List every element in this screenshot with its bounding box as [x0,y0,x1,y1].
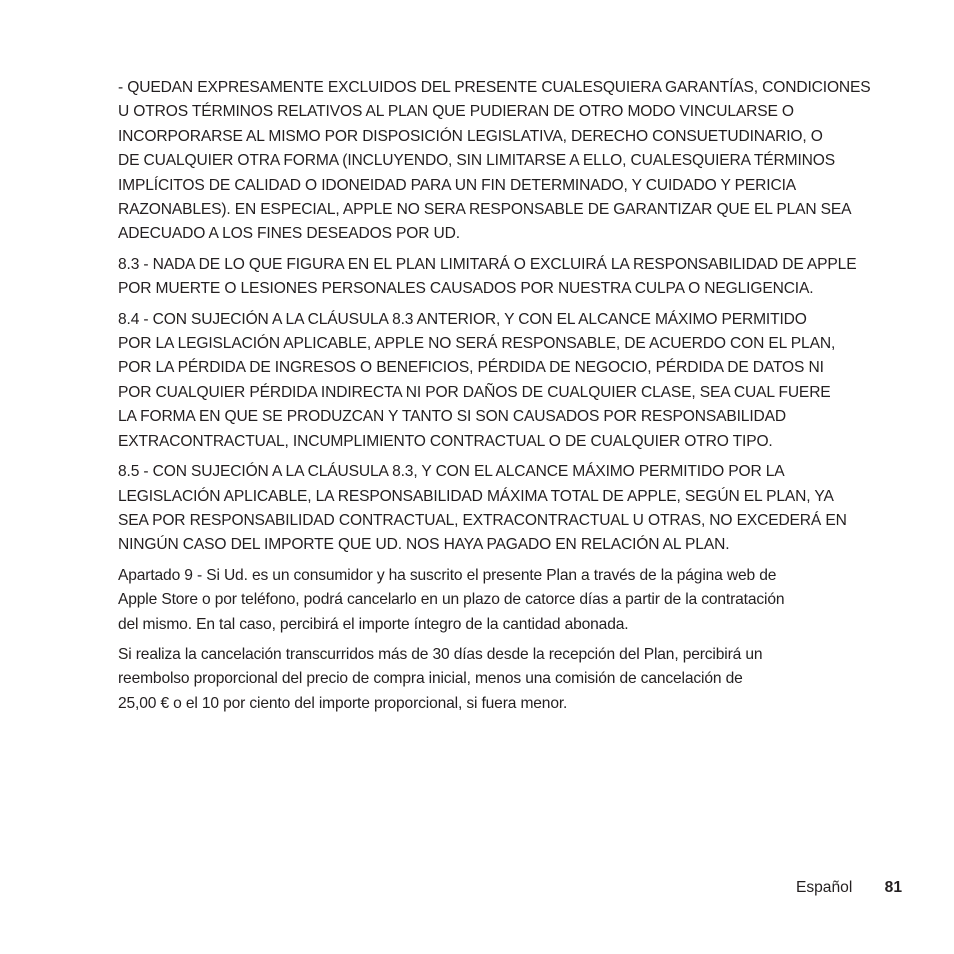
text-line: reembolso proporcional del precio de compra inicial, menos una comisión de cancelación de [118,670,743,688]
paragraph-exclusion-clause [118,76,878,247]
page-number: 81 [884,879,902,896]
text-line: 25,00 € o el 10 por ciento del importe proporcional, si fuera menor. [118,694,568,712]
text-line: LEGISLACIÓN APLICABLE, LA RESPONSABILIDAD MÁXIMA TOTAL DE APPLE, SEGÚN EL PLAN, YA [118,487,834,505]
text-line: Apple Store o por teléfono, podrá cancelarlo en un plazo de catorce días a partir de la contratación [118,591,785,609]
text-line: - QUEDAN EXPRESAMENTE EXCLUIDOS DEL PRESENTE CUALESQUIERA GARANTÍAS, CONDICIONES [118,79,871,96]
text-line: 8.5 - CON SUJECIÓN A LA CLÁUSULA 8.3, Y CON EL ALCANCE MÁXIMO PERMITIDO POR LA [118,463,785,481]
text-line: 8.4 - CON SUJECIÓN A LA CLÁUSULA 8.3 ANTERIOR, Y CON EL ALCANCE MÁXIMO PERMITIDO [118,310,807,328]
text-line: LA FORMA EN QUE SE PRODUZCAN Y TANTO SI SON CAUSADOS POR RESPONSABILIDAD [118,408,786,426]
text-line: Si realiza la cancelación transcurridos más de 30 días desde la recepción del Plan, percibirá un [118,645,763,663]
text-line: POR CUALQUIER PÉRDIDA INDIRECTA NI POR DAÑOS DE CUALQUIER CLASE, SEA CUAL FUERE [118,383,831,401]
text-line: Apartado 9 - Si Ud. es un consumidor y ha suscrito el presente Plan a través de la página web de [118,566,777,584]
paragraph-clause-8-3 [118,253,878,302]
text-line: ADECUADO A LOS FINES DESEADOS POR UD. [118,225,460,243]
text-line: SEA POR RESPONSABILIDAD CONTRACTUAL, EXTRACONTRACTUAL U OTRAS, NO EXCEDERÁ EN [118,511,847,529]
paragraph-section-9 [118,564,878,637]
text-line: U OTROS TÉRMINOS RELATIVOS AL PLAN QUE PUDIERAN DE OTRO MODO VINCULARSE O [118,103,794,121]
text-line: RAZONABLES). EN ESPECIAL, APPLE NO SERA RESPONSABLE DE GARANTIZAR QUE EL PLAN SEA [118,201,852,219]
paragraph-clause-8-4 [118,308,878,454]
page-footer [796,876,902,900]
text-line: POR MUERTE O LESIONES PERSONALES CAUSADOS POR NUESTRA CULPA O NEGLIGENCIA. [118,280,814,298]
text-line: DE CUALQUIER OTRA FORMA (INCLUYENDO, SIN LIMITARSE A ELLO, CUALESQUIERA TÉRMINOS [118,152,836,170]
text-line: POR LA LEGISLACIÓN APLICABLE, APPLE NO SERÁ RESPONSABLE, DE ACUERDO CON EL PLAN, [118,335,836,353]
text-line: IMPLÍCITOS DE CALIDAD O IDONEIDAD PARA UN FIN DETERMINADO, Y CUIDADO Y PERICIA [118,176,797,194]
text-line: INCORPORARSE AL MISMO POR DISPOSICIÓN LEGISLATIVA, DERECHO CONSUETUDINARIO, O [118,127,823,145]
paragraph-clause-8-5 [118,460,878,558]
text-line: 8.3 - NADA DE LO QUE FIGURA EN EL PLAN LIMITARÁ O EXCLUIRÁ LA RESPONSABILIDAD DE APPLE [118,255,857,273]
text-line: del mismo. En tal caso, percibirá el importe íntegro de la cantidad abonada. [118,615,629,633]
paragraph-cancellation-refund [118,643,878,716]
text-line: EXTRACONTRACTUAL, INCUMPLIMIENTO CONTRACTUAL O DE CUALQUIER OTRO TIPO. [118,432,773,450]
body-text [118,76,878,722]
text-line: NINGÚN CASO DEL IMPORTE QUE UD. NOS HAYA PAGADO EN RELACIÓN AL PLAN. [118,536,730,554]
footer-language: Español [795,879,853,896]
text-line: POR LA PÉRDIDA DE INGRESOS O BENEFICIOS, PÉRDIDA DE NEGOCIO, PÉRDIDA DE DATOS NI [118,359,824,377]
